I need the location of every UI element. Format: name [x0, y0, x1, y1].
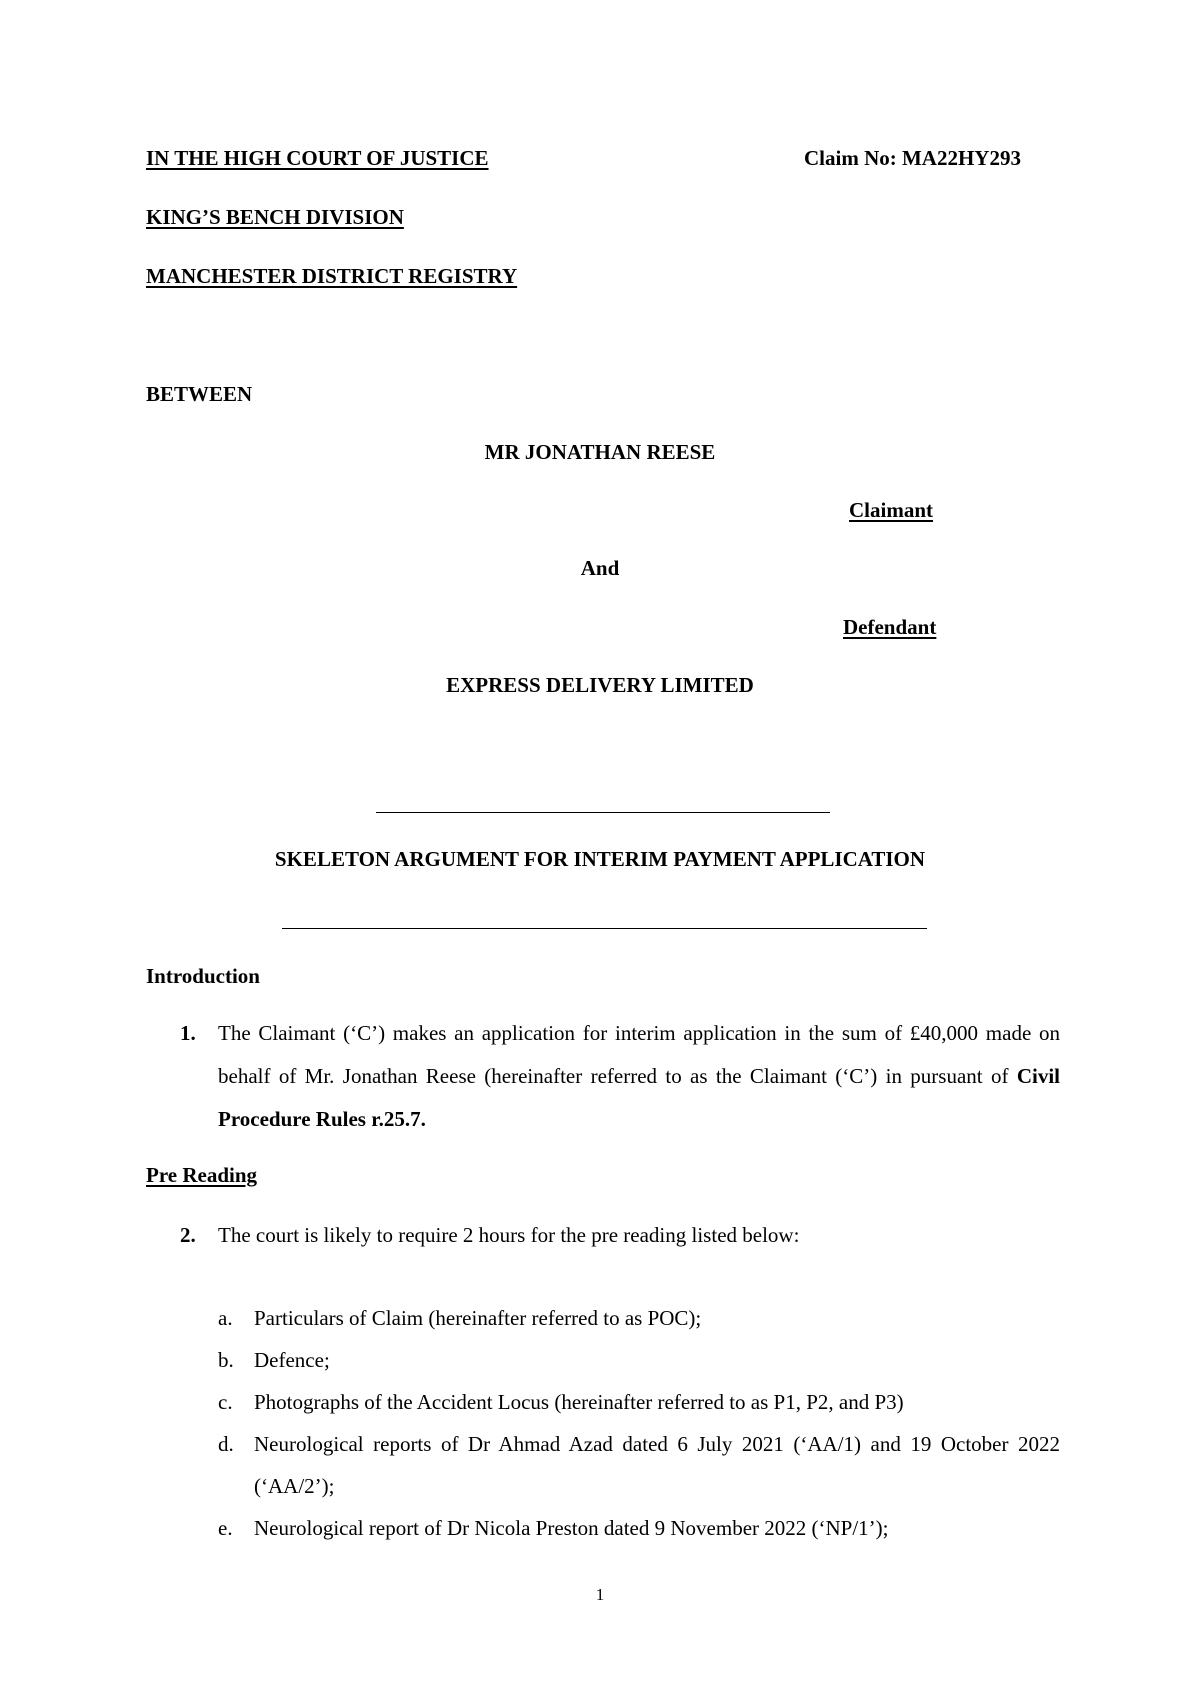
- list-letter: c.: [218, 1390, 233, 1414]
- list-letter: b.: [218, 1348, 234, 1372]
- list-letter: d.: [218, 1432, 234, 1456]
- defendant-name: EXPRESS DELIVERY LIMITED: [446, 673, 754, 697]
- section-heading-introduction: Introduction: [146, 964, 260, 988]
- title-rule-top: [376, 812, 830, 813]
- list-item: Neurological reports of Dr Ahmad Azad dated 6 July 2021 (‘AA/1) and 19 October 2022 (‘AA/2’);: [254, 1432, 1060, 1498]
- paragraph-number: 1.: [180, 1021, 196, 1045]
- and-label: And: [580, 556, 620, 580]
- defendant-label: Defendant: [843, 615, 937, 639]
- page-number: 1: [595, 1585, 605, 1604]
- court-registry: MANCHESTER DISTRICT REGISTRY: [146, 264, 518, 288]
- court-name: IN THE HIGH COURT OF JUSTICE: [146, 146, 489, 170]
- list-item: Neurological report of Dr Nicola Preston dated 9 November 2022 (‘NP/1’);: [254, 1516, 889, 1540]
- claimant-name: MR JONATHAN REESE: [484, 440, 716, 464]
- claim-number: Claim No: MA22HY293: [804, 146, 1021, 170]
- paragraph-1-text: The Claimant (‘C’) makes an application for interim application in the sum of £40,000 made on behalf of Mr. Jonathan Reese (hereinafter referred to as the Claimant (‘C’) in pursuant of: [218, 1021, 1060, 1088]
- document-title: SKELETON ARGUMENT FOR INTERIM PAYMENT APPLICATION: [274, 847, 926, 871]
- claimant-label: Claimant: [849, 498, 933, 522]
- list-item: Particulars of Claim (hereinafter referred to as POC);: [254, 1306, 702, 1330]
- list-item: Photographs of the Accident Locus (hereinafter referred to as P1, P2, and P3): [254, 1390, 904, 1414]
- paragraph-2: The court is likely to require 2 hours for the pre reading listed below:: [218, 1223, 800, 1247]
- list-letter: a.: [218, 1306, 233, 1330]
- paragraph-1-citation: Civil Procedure Rules r.25.7.: [218, 1064, 1060, 1131]
- paragraph-1: [218, 1012, 1060, 1141]
- section-heading-pre-reading: Pre Reading: [146, 1163, 258, 1187]
- list-letter: e.: [218, 1516, 233, 1540]
- court-division: KING’S BENCH DIVISION: [146, 205, 404, 229]
- list-item: Defence;: [254, 1348, 330, 1372]
- between-label: BETWEEN: [146, 382, 253, 406]
- paragraph-number: 2.: [180, 1223, 196, 1247]
- title-rule-bottom: [282, 928, 927, 929]
